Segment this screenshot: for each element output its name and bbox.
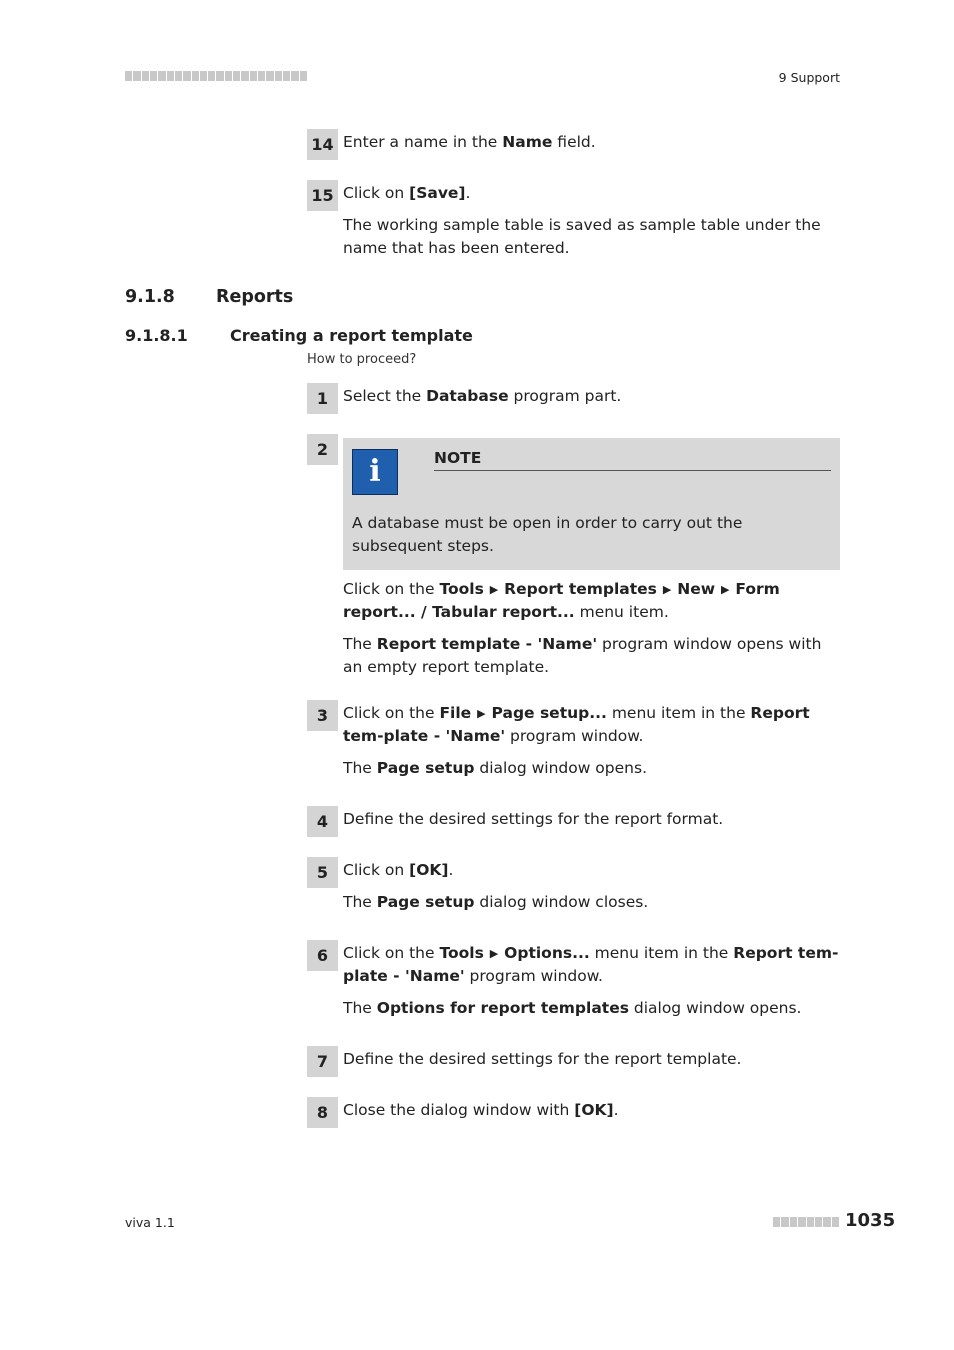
step-result: The Report template - 'Name' program window opens with an empty report template.: [343, 635, 822, 676]
triangle-right-icon: ▶: [662, 583, 672, 596]
footer-decoration: [773, 1217, 839, 1227]
header-section-title: 9 Support: [778, 70, 840, 85]
header-decoration: [125, 71, 307, 81]
step-number: 4: [307, 806, 338, 837]
step-instruction: Click on the Tools ▶ Options... menu item in the Report tem-plate - 'Name' program window.: [343, 944, 839, 985]
step-result: The working sample table is saved as sample table under the name that has been entered.: [343, 216, 821, 257]
step-number: 5: [307, 857, 338, 888]
step-14: [307, 129, 840, 154]
page-number: 1035: [845, 1210, 896, 1231]
note-title: NOTE: [434, 448, 831, 471]
intro-text: How to proceed?: [307, 352, 417, 367]
step-4: [307, 806, 840, 831]
footer-product: viva 1.1: [125, 1215, 175, 1230]
step-result: The Page setup dialog window opens.: [343, 759, 647, 777]
step-6: [307, 940, 840, 1020]
step-number: 3: [307, 700, 338, 731]
triangle-right-icon: ▶: [489, 947, 499, 960]
step-result: The Options for report templates dialog window opens.: [343, 999, 802, 1017]
triangle-right-icon: ▶: [489, 583, 499, 596]
step-instruction: Define the desired settings for the report template.: [343, 1050, 742, 1068]
step-number: 14: [307, 129, 338, 160]
info-icon: i: [352, 449, 398, 495]
step-8: [307, 1097, 840, 1122]
step-7: [307, 1046, 840, 1071]
step-instruction: Click on [OK].: [343, 861, 454, 879]
step-number: 7: [307, 1046, 338, 1077]
note-box: [343, 438, 840, 570]
step-15: [307, 180, 840, 260]
step-instruction: Enter a name in the Name field.: [343, 133, 596, 151]
step-number: 8: [307, 1097, 338, 1128]
step-1: [307, 383, 840, 408]
step-instruction: Define the desired settings for the report format.: [343, 810, 724, 828]
step-2: [307, 434, 840, 679]
step-number: 1: [307, 383, 338, 414]
step-3: [307, 700, 840, 780]
step-instruction: Select the Database program part.: [343, 387, 622, 405]
step-instruction: Click on the File ▶ Page setup... menu item in the Report tem-plate - 'Name' program window.: [343, 704, 810, 745]
step-number: 15: [307, 180, 338, 211]
step-result: The Page setup dialog window closes.: [343, 893, 649, 911]
step-instruction: Click on the Tools ▶ Report templates ▶ New ▶ Form report... / Tabular report... menu item.: [343, 580, 780, 621]
section-heading: 9.1.8 Reports: [125, 287, 294, 307]
step-number: 6: [307, 940, 338, 971]
step-instruction: Click on [Save].: [343, 184, 471, 202]
note-text: A database must be open in order to carry out the subsequent steps.: [352, 514, 743, 555]
step-number: 2: [307, 434, 338, 465]
step-instruction: Close the dialog window with [OK].: [343, 1101, 619, 1119]
triangle-right-icon: ▶: [721, 583, 730, 596]
triangle-right-icon: ▶: [477, 707, 486, 720]
subsection-heading: 9.1.8.1 Creating a report template: [125, 326, 473, 345]
step-5: [307, 857, 840, 914]
